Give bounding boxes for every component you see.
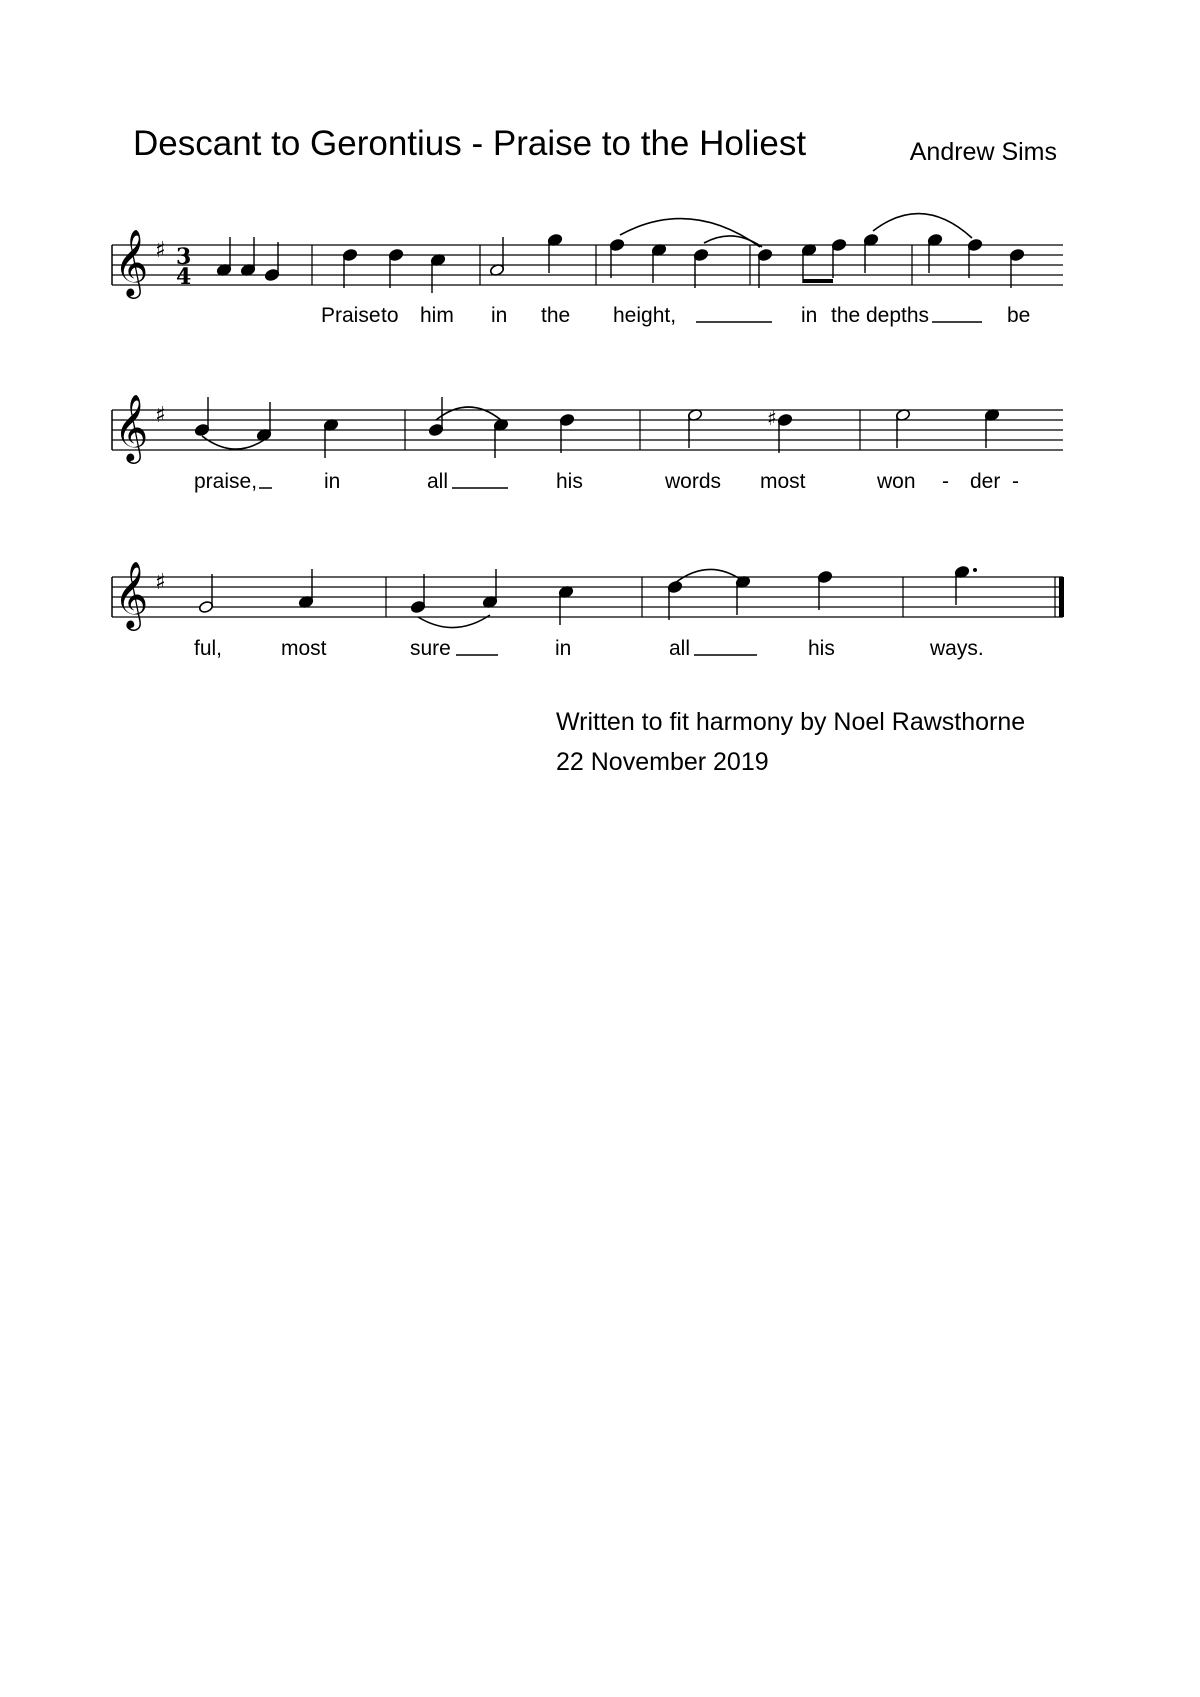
key-sharp-icon: ♯ bbox=[155, 570, 166, 595]
time-signature-bottom: 4 bbox=[176, 264, 192, 290]
treble-clef-icon: 𝄞 bbox=[114, 393, 149, 461]
lyric-syllable: sure bbox=[410, 637, 451, 660]
staff-system-2 bbox=[112, 393, 1063, 464]
lyric-syllable: his bbox=[808, 637, 835, 660]
lyric-syllable: in bbox=[555, 637, 572, 660]
lyric-syllable: most bbox=[760, 470, 806, 493]
lyric-syllable: praise, bbox=[194, 470, 258, 493]
lyric-syllable: ful, bbox=[194, 637, 223, 660]
lyric-syllable: height, bbox=[613, 304, 677, 327]
lyric-syllable: the bbox=[541, 304, 571, 327]
lyric-syllable: to bbox=[381, 304, 399, 327]
footer-date: 22 November 2019 bbox=[556, 748, 769, 776]
lyric-hyphen: - bbox=[942, 470, 949, 493]
augmentation-dot bbox=[973, 568, 977, 572]
footer-note: Written to fit harmony by Noel Rawsthorne bbox=[556, 708, 1026, 736]
music-score bbox=[0, 0, 1200, 800]
lyric-syllable: in bbox=[491, 304, 508, 327]
lyric-syllable: words bbox=[665, 470, 722, 493]
final-barline-thick bbox=[1059, 577, 1064, 617]
lyric-syllable: depths bbox=[866, 304, 930, 327]
lyrics-line-1 bbox=[321, 304, 1030, 327]
lyric-syllable: all bbox=[669, 637, 691, 660]
lyric-syllable: his bbox=[556, 470, 583, 493]
slur bbox=[675, 569, 743, 583]
sharp-accidental-icon: ♯ bbox=[767, 406, 777, 430]
lyric-syllable: in bbox=[801, 304, 818, 327]
lyrics-line-2 bbox=[194, 470, 1019, 493]
slur bbox=[436, 407, 501, 420]
slur bbox=[620, 219, 760, 247]
lyric-syllable: Praise bbox=[321, 304, 381, 327]
lyric-hyphen: - bbox=[1012, 470, 1019, 493]
composer-name: Andrew Sims bbox=[909, 138, 1057, 166]
key-sharp-icon: ♯ bbox=[155, 238, 166, 263]
time-signature-top: 3 bbox=[176, 244, 192, 270]
staff-system-1 bbox=[112, 214, 1063, 299]
lyric-syllable: ways. bbox=[930, 637, 984, 660]
lyric-syllable: der bbox=[970, 470, 1001, 493]
lyric-syllable: all bbox=[427, 470, 449, 493]
treble-clef-icon: 𝄞 bbox=[114, 560, 149, 628]
lyrics-line-3 bbox=[194, 637, 984, 660]
lyric-syllable: him bbox=[420, 304, 454, 327]
lyric-syllable: most bbox=[281, 637, 327, 660]
slur bbox=[873, 214, 972, 238]
slur bbox=[202, 436, 264, 449]
staff-system-3 bbox=[112, 560, 1064, 631]
score-title: Descant to Gerontius - Praise to the Holiest bbox=[133, 124, 807, 163]
lyric-syllable: be bbox=[1007, 304, 1031, 327]
lyric-syllable: in bbox=[324, 470, 341, 493]
key-sharp-icon: ♯ bbox=[155, 403, 166, 428]
lyric-syllable: the bbox=[831, 304, 861, 327]
lyric-syllable: won bbox=[877, 470, 916, 493]
treble-clef-icon: 𝄞 bbox=[114, 228, 149, 296]
